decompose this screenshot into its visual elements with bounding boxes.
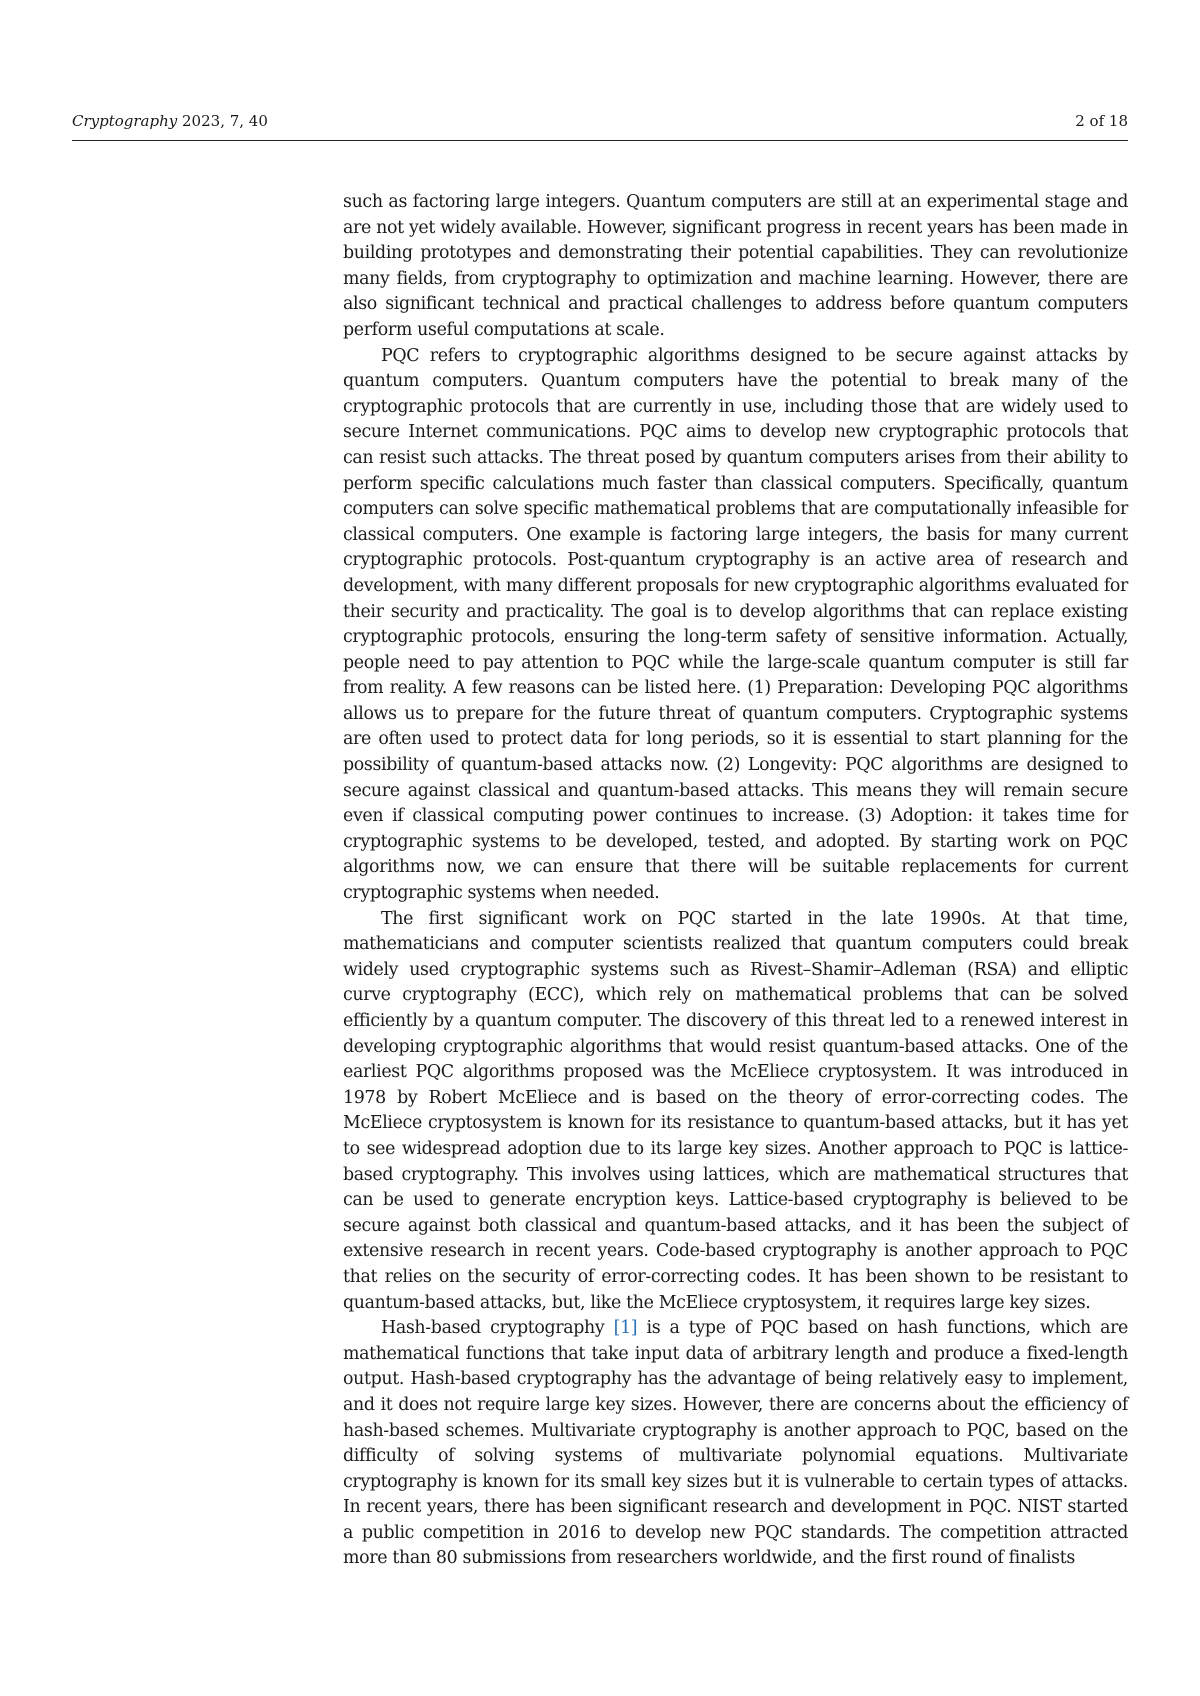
paragraph-4-start: Hash-based cryptography xyxy=(381,1318,614,1339)
page-number: 2 of 18 xyxy=(1075,112,1128,130)
header-rule xyxy=(72,140,1128,141)
journal-citation xyxy=(72,112,268,130)
volume-info: 2023, 7, 40 xyxy=(182,112,268,130)
paragraph-4-rest: is a type of PQC based on hash functions, which are mathematical functions that take input data of arbitrary length and produce a fixed-length output. Hash-based cryptography has the advantage of being relatively easy to implement, and it does not require large key sizes. However, there are concerns about the efficiency of hash-based schemes. Multivariate cryptography is another approach to PQC, based on the difficulty of solving systems of multivariate polynomial equations. Multivariate cryptography is known for its small key sizes but it is vulnerable to certain types of attacks. In recent years, there has been significant research and development in PQC. NIST started a public competition in 2016 to develop new PQC standards. The competition attracted more than 80 submissions from researchers worldwide, and the first round of finalists xyxy=(343,1318,1128,1569)
journal-name: Cryptography xyxy=(72,112,178,130)
article-body xyxy=(343,190,1128,1572)
paragraph-4 xyxy=(343,1316,1128,1572)
running-header xyxy=(72,112,1128,138)
paragraph-3: The first significant work on PQC started in the late 1990s. At that time, mathematicians and computer scientists realized that quantum computers could break widely used cryptographic systems such as Rivest–Shamir–Adleman (RSA) and elliptic curve cryptography (ECC), which rely on mathematical problems that can be solved efficiently by a quantum computer. The discovery of this threat led to a renewed interest in developing cryptographic algorithms that would resist quantum-based attacks. One of the earliest PQC algorithms proposed was the McEliece cryptosystem. It was introduced in 1978 by Robert McEliece and is based on the theory of error-correcting codes. The McEliece cryptosystem is known for its resistance to quantum-based attacks, but it has yet to see widespread adoption due to its large key sizes. Another approach to PQC is lattice-based cryptography. This involves using lattices, which are mathematical structures that can be used to generate encryption keys. Lattice-based cryptography is believed to be secure against both classical and quantum-based attacks, and it has been the subject of extensive research in recent years. Code-based cryptography is another approach to PQC that relies on the security of error-correcting codes. It has been shown to be resistant to quantum-based attacks, but, like the McEliece cryptosystem, it requires large key sizes. xyxy=(343,908,1128,1313)
paragraph-2: PQC refers to cryptographic algorithms designed to be secure against attacks by quantum computers. Quantum computers have the potential to break many of the cryptographic protocols that are currently in use, including those that are widely used to secure Internet communications. PQC aims to develop new cryptographic protocols that can resist such attacks. The threat posed by quantum computers arises from their ability to perform specific calculations much faster than classical computers. Specifically, quantum computers can solve specific mathematical problems that are computationally infeasible for classical computers. One example is factoring large integers, the basis for many current cryptographic protocols. Post-quantum cryptography is an active area of research and development, with many different proposals for new cryptographic algorithms evaluated for their security and practicality. The goal is to develop algorithms that can replace existing cryptographic protocols, ensuring the long-term safety of sensitive information. Actually, people need to pay attention to PQC while the large-scale quantum computer is still far from reality. A few reasons can be listed here. (1) Preparation: Developing PQC algorithms allows us to prepare for the future threat of quantum computers. Cryptographic systems are often used to protect data for long periods, so it is essential to start planning for the possibility of quantum-based attacks now. (2) Longevity: PQC algorithms are designed to secure against classical and quantum-based attacks. This means they will remain secure even if classical computing power continues to increase. (3) Adoption: it takes time for cryptographic systems to be developed, tested, and adopted. By starting work on PQC algorithms now, we can ensure that there will be suitable replacements for current cryptographic systems when needed. xyxy=(343,345,1128,904)
paragraph-1: such as factoring large integers. Quantum computers are still at an experimental stage and are not yet widely available. However, significant progress in recent years has been made in building prototypes and demonstrating their potential capabilities. They can revolutionize many fields, from cryptography to optimization and machine learning. However, there are also significant technical and practical challenges to address before quantum computers perform useful computations at scale. xyxy=(343,192,1128,340)
citation-link-1[interactable]: [1] xyxy=(613,1318,638,1339)
